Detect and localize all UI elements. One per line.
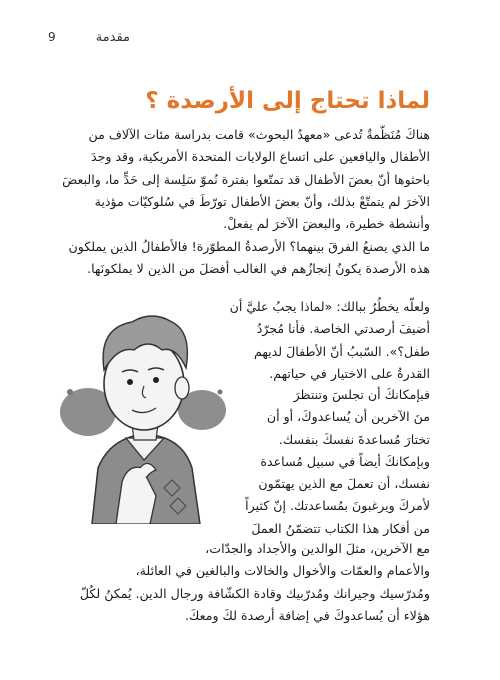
page-number: 9 xyxy=(48,30,56,44)
text-line: طفل؟». السّببُ أنّ الأطفالَ لديهم xyxy=(253,343,430,359)
page-header xyxy=(48,28,130,46)
text-line: ما الذي يصنعُ الفرقَ بينهما؟ الأرصدةُ المطوّرة! فالأطفالُ الذين يملكون xyxy=(68,239,430,254)
paragraph-why xyxy=(230,296,430,385)
text-line: هناكَ مُنَظّمةٌ تُدعى «معهدُ البحوث» قامت بدراسة مئات الآلاف من xyxy=(88,127,430,142)
text-line: من أفكار هذا الكتاب تتضمّنُ العملَ xyxy=(251,520,430,536)
paragraph-intro xyxy=(60,124,430,235)
paragraph-difference xyxy=(60,236,430,281)
text-line: نفسك، أن تعملَ مع الذين يهتمّون xyxy=(258,476,430,492)
text-line: فبإمكانكَ أن تجلسَ وتنتظرَ xyxy=(293,387,430,402)
text-line: وبإمكانكَ أيضاً في سبيل مُساعدة xyxy=(260,453,430,469)
text-line: الأطفال واليافعين على اتساع الولايات المتحدة الأمريكية، وقد وجدَ xyxy=(90,149,430,165)
running-title: مقدمة xyxy=(95,29,130,45)
text-line: هذه الأرصدة يكونُ إنجازُهم في الغالب أفضلَ من الذين لا يملكونَها. xyxy=(87,261,430,277)
text-line: منَ الآخرين أن يُساعدوكَ، أو أن xyxy=(266,409,430,425)
text-line: الآخرَ لم يتمتّعْ بذلك، وأنّ بعضَ الأطفال تورّطَ في سُلوكيّات مؤذية xyxy=(94,193,430,209)
text-line: لأمركَ ويرغبونَ بمُساعدتك. إنّ كثيراً xyxy=(245,498,430,514)
text-line: والأعمام والعمّات والأخوال والخالات والبالغين في العائلة، xyxy=(135,563,430,579)
text-line: مع الآخرين، مثلَ الوالدين والأجداد والجدّات، xyxy=(205,541,430,556)
text-line: تختارَ مُساعدةَ نفسكَ بنفسك. xyxy=(278,431,430,447)
text-line: وأنشطة خطيرة، والبعضَ الآخرَ لم يفعلْ. xyxy=(223,216,430,232)
paragraph-others xyxy=(60,538,430,627)
text-line: أضيفَ أرصدتي الخاصة. فأنا مُجرّدُ xyxy=(256,321,430,337)
section-title: لماذا تحتاج إلى الأرصدة ؟ xyxy=(145,88,430,114)
boy-thinking-illustration xyxy=(52,292,238,524)
text-line: ومُدرّسيك وجيرانك ومُدرّبيك وقادة الكشّافة ورجال الدين. يُمكنُ لكُلّ xyxy=(79,585,430,601)
text-line: هؤلاء أن يُساعدوكَ في إضافة أرصدة لكَ ومعكَ. xyxy=(185,607,430,623)
text-line: القدرةُ على الاختيار في حياتهم. xyxy=(269,365,430,381)
text-line: ولعلّه يخطُرُ ببالك: «لماذا يجبُ عليَّ أن xyxy=(229,299,430,314)
text-line: باحثوها أنّ بعضَ الأطفال قد تمتّعوا بفترة نُموّ سَلِسة إلى حَدٍّ ما، والبعضَ xyxy=(62,171,430,187)
